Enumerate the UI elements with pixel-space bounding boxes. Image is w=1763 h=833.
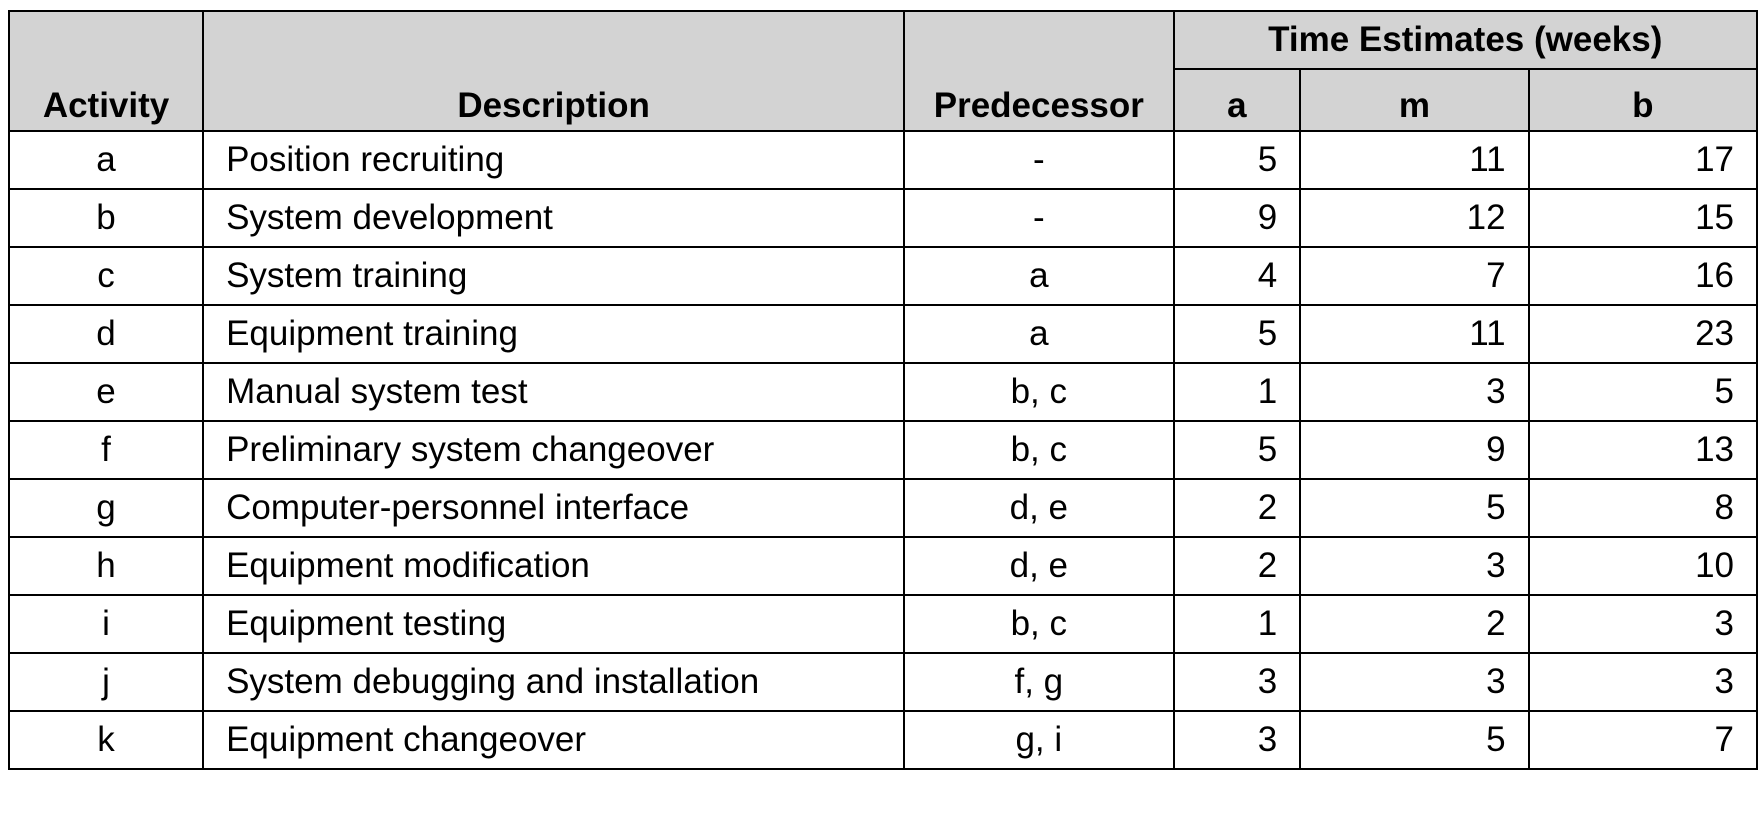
cell-b: 16 <box>1529 247 1757 305</box>
cell-description: Equipment training <box>203 305 904 363</box>
cell-a: 1 <box>1174 595 1301 653</box>
header-predecessor: Predecessor <box>904 11 1173 131</box>
table-row <box>9 305 1757 363</box>
table-header <box>9 11 1757 131</box>
cell-a: 2 <box>1174 479 1301 537</box>
cell-a: 3 <box>1174 653 1301 711</box>
cell-predecessor: a <box>904 305 1173 363</box>
cell-m: 2 <box>1300 595 1528 653</box>
header-time-estimates: Time Estimates (weeks) <box>1174 11 1757 69</box>
cell-predecessor: b, c <box>904 595 1173 653</box>
table-row <box>9 595 1757 653</box>
cell-b: 13 <box>1529 421 1757 479</box>
cell-a: 4 <box>1174 247 1301 305</box>
cell-predecessor: d, e <box>904 479 1173 537</box>
cell-b: 23 <box>1529 305 1757 363</box>
cell-description: Manual system test <box>203 363 904 421</box>
header-b: b <box>1529 69 1757 131</box>
cell-predecessor: b, c <box>904 363 1173 421</box>
cell-activity: i <box>9 595 203 653</box>
cell-activity: g <box>9 479 203 537</box>
cell-m: 11 <box>1300 305 1528 363</box>
cell-description: Computer-personnel interface <box>203 479 904 537</box>
cell-m: 5 <box>1300 711 1528 769</box>
cell-m: 3 <box>1300 653 1528 711</box>
cell-description: System debugging and installation <box>203 653 904 711</box>
cell-b: 7 <box>1529 711 1757 769</box>
header-row-top <box>9 11 1757 69</box>
cell-m: 3 <box>1300 363 1528 421</box>
cell-activity: c <box>9 247 203 305</box>
table-row <box>9 479 1757 537</box>
cell-activity: f <box>9 421 203 479</box>
cell-b: 3 <box>1529 595 1757 653</box>
header-activity: Activity <box>9 11 203 131</box>
cell-a: 3 <box>1174 711 1301 769</box>
cell-b: 3 <box>1529 653 1757 711</box>
cell-description: Equipment modification <box>203 537 904 595</box>
cell-predecessor: - <box>904 189 1173 247</box>
cell-m: 7 <box>1300 247 1528 305</box>
cell-activity: h <box>9 537 203 595</box>
cell-m: 11 <box>1300 131 1528 189</box>
cell-description: Preliminary system changeover <box>203 421 904 479</box>
cell-predecessor: d, e <box>904 537 1173 595</box>
table-row <box>9 653 1757 711</box>
table-row <box>9 131 1757 189</box>
table-row <box>9 189 1757 247</box>
cell-predecessor: f, g <box>904 653 1173 711</box>
cell-a: 5 <box>1174 305 1301 363</box>
cell-activity: a <box>9 131 203 189</box>
cell-b: 10 <box>1529 537 1757 595</box>
cell-b: 15 <box>1529 189 1757 247</box>
table-row <box>9 537 1757 595</box>
cell-description: System training <box>203 247 904 305</box>
cell-a: 9 <box>1174 189 1301 247</box>
cell-description: Equipment testing <box>203 595 904 653</box>
cell-b: 17 <box>1529 131 1757 189</box>
cell-b: 5 <box>1529 363 1757 421</box>
table-body <box>9 131 1757 769</box>
table-row <box>9 711 1757 769</box>
cell-a: 5 <box>1174 421 1301 479</box>
cell-activity: k <box>9 711 203 769</box>
cell-predecessor: a <box>904 247 1173 305</box>
cell-m: 5 <box>1300 479 1528 537</box>
table-row <box>9 247 1757 305</box>
cell-m: 9 <box>1300 421 1528 479</box>
cell-a: 5 <box>1174 131 1301 189</box>
header-m: m <box>1300 69 1528 131</box>
cell-description: Position recruiting <box>203 131 904 189</box>
cell-predecessor: - <box>904 131 1173 189</box>
cell-predecessor: b, c <box>904 421 1173 479</box>
header-a: a <box>1174 69 1301 131</box>
cell-a: 1 <box>1174 363 1301 421</box>
cell-m: 3 <box>1300 537 1528 595</box>
table-row <box>9 363 1757 421</box>
cell-activity: e <box>9 363 203 421</box>
cell-b: 8 <box>1529 479 1757 537</box>
cell-a: 2 <box>1174 537 1301 595</box>
cell-activity: b <box>9 189 203 247</box>
table-row <box>9 421 1757 479</box>
cell-description: Equipment changeover <box>203 711 904 769</box>
activity-table <box>8 10 1758 770</box>
cell-description: System development <box>203 189 904 247</box>
header-description: Description <box>203 11 904 131</box>
cell-m: 12 <box>1300 189 1528 247</box>
cell-predecessor: g, i <box>904 711 1173 769</box>
cell-activity: d <box>9 305 203 363</box>
cell-activity: j <box>9 653 203 711</box>
